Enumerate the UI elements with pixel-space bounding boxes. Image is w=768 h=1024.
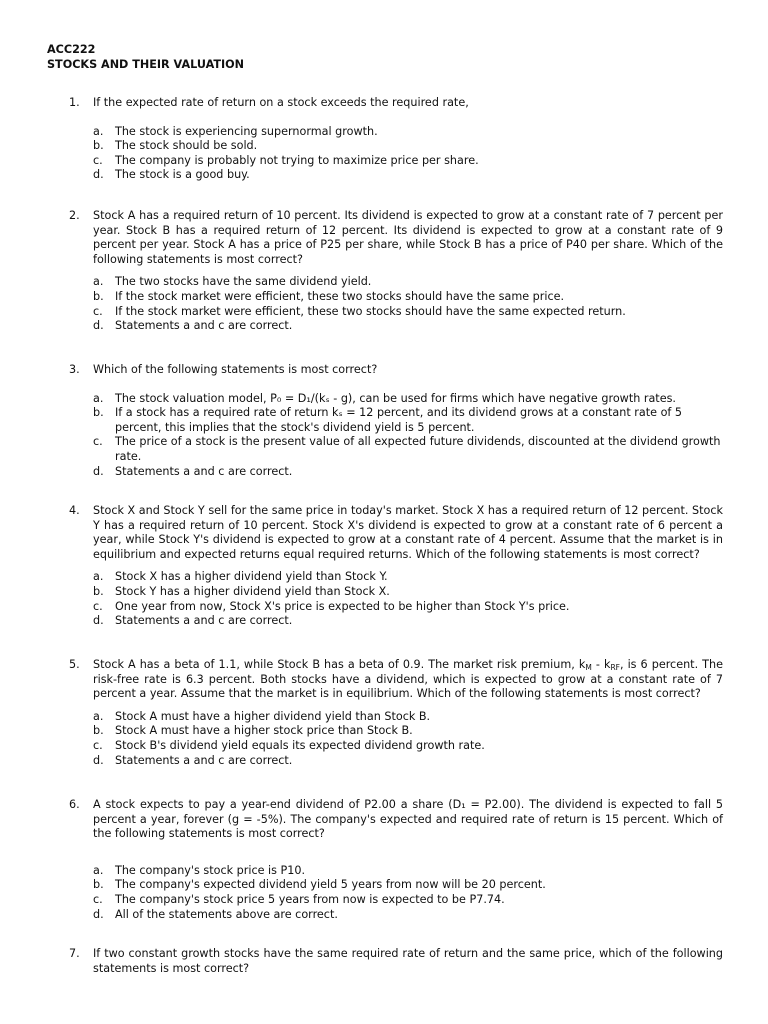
question-text: Stock X and Stock Y sell for the same price in today's market. Stock X has a required return of 12 percent. Stock Y has a required return of 10 percent. Stock X's dividend is expected to grow at a constant rate of 6 percent a year, while Stock Y's dividend is expected to grow at a constant rate of 4 percent. Assume that the market is in equilibrium and expected returns equal required returns. Which of the following statements is most correct? (93, 504, 723, 561)
option-d (93, 319, 723, 334)
option-c (93, 435, 723, 464)
option-letter: a. (93, 124, 104, 138)
question-number: 3. (69, 363, 80, 376)
option-text: Statements a and c are correct. (115, 753, 293, 767)
option-letter: a. (93, 570, 104, 584)
question-number: 1. (69, 96, 80, 109)
option-letter: d. (93, 614, 104, 628)
option-text: The stock should be sold. (115, 139, 258, 153)
option-a (93, 125, 723, 140)
option-text: The company is probably not trying to maximize price per share. (115, 153, 479, 167)
option-letter: c. (93, 153, 103, 167)
option-c (93, 600, 723, 615)
option-text: The company's expected dividend yield 5 years from now will be 20 percent. (115, 878, 546, 892)
option-letter: b. (93, 584, 104, 598)
option-letter: a. (93, 391, 104, 405)
option-a (93, 864, 723, 879)
option-list (93, 275, 723, 333)
option-a (93, 570, 723, 585)
option-c (93, 739, 723, 754)
option-list (93, 125, 723, 183)
document-header (47, 42, 244, 72)
option-text: The price of a stock is the present value of all expected future dividends, discounted at the dividend growth rate. (115, 435, 721, 463)
option-text: If a stock has a required rate of return kₛ = 12 percent, and its dividend grows at a constant rate of 5 percent, this implies that the stock's dividend yield is 5 percent. (115, 406, 683, 434)
option-letter: b. (93, 406, 104, 420)
option-d (93, 614, 723, 629)
option-c (93, 154, 723, 169)
option-letter: a. (93, 863, 104, 877)
question-number: 4. (69, 504, 80, 517)
option-letter: d. (93, 319, 104, 333)
question-text: If two constant growth stocks have the same required rate of return and the same price, which of the following statements is most correct? (93, 947, 723, 975)
option-letter: a. (93, 275, 104, 289)
option-letter: d. (93, 168, 104, 182)
option-b (93, 878, 723, 893)
option-c (93, 305, 723, 320)
question-6 (69, 798, 723, 922)
option-letter: d. (93, 753, 104, 767)
option-d (93, 168, 723, 183)
option-letter: d. (93, 464, 104, 478)
option-letter: c. (93, 304, 103, 318)
option-text: The two stocks have the same dividend yield. (115, 275, 372, 289)
question-number: 5. (69, 658, 80, 671)
option-letter: c. (93, 892, 103, 906)
option-letter: c. (93, 738, 103, 752)
option-text: The company's stock price is P10. (115, 863, 306, 877)
option-text: If the stock market were efficient, these two stocks should have the same price. (115, 289, 565, 303)
question-1 (69, 96, 723, 183)
option-letter: c. (93, 599, 103, 613)
question-5 (69, 658, 723, 768)
option-text: The stock is a good buy. (115, 168, 250, 182)
question-text: Which of the following statements is most correct? (93, 363, 378, 376)
option-a (93, 392, 723, 407)
option-list (93, 710, 723, 768)
question-number: 7. (69, 947, 80, 960)
option-list (93, 864, 723, 922)
question-3 (69, 363, 723, 479)
option-list (93, 570, 723, 628)
question-7 (69, 947, 723, 976)
option-letter: b. (93, 878, 104, 892)
option-text: Stock A must have a higher dividend yield than Stock B. (115, 709, 431, 723)
option-letter: b. (93, 139, 104, 153)
option-text: All of the statements above are correct. (115, 907, 338, 921)
option-letter: d. (93, 907, 104, 921)
question-text: If the expected rate of return on a stock exceeds the required rate, (93, 96, 469, 109)
option-text: Statements a and c are correct. (115, 319, 293, 333)
option-a (93, 275, 723, 290)
option-list (93, 392, 723, 480)
option-a (93, 710, 723, 725)
option-letter: b. (93, 724, 104, 738)
option-letter: b. (93, 289, 104, 303)
option-d (93, 908, 723, 923)
option-text: The stock is experiencing supernormal growth. (115, 124, 378, 138)
document-title: STOCKS AND THEIR VALUATION (47, 58, 245, 71)
question-number: 2. (69, 209, 80, 222)
option-b (93, 139, 723, 154)
option-text: The company's stock price 5 years from now is expected to be P7.74. (115, 892, 505, 906)
option-b (93, 724, 723, 739)
option-d (93, 754, 723, 769)
option-b (93, 406, 723, 435)
option-text: Stock X has a higher dividend yield than Stock Y. (115, 570, 388, 584)
option-text: If the stock market were efficient, these two stocks should have the same expected return. (115, 304, 626, 318)
option-b (93, 290, 723, 305)
option-text: One year from now, Stock X's price is expected to be higher than Stock Y's price. (115, 599, 570, 613)
option-text: Stock A must have a higher stock price than Stock B. (115, 724, 413, 738)
question-number: 6. (69, 798, 80, 811)
option-text: Statements a and c are correct. (115, 614, 293, 628)
option-text: The stock valuation model, P₀ = D₁/(kₛ - g), can be used for firms which have negative growth rates. (115, 391, 676, 405)
option-d (93, 465, 723, 480)
question-text: Stock A has a beta of 1.1, while Stock B has a beta of 0.9. The market risk premium, $k_M - k_{RF}$, is 6 percent. The risk-free rate is 6.3 percent. Both stocks have a dividend, which is expected to grow at a constant rate of 7 percent a year. Assume that the market is in equilibrium. Which of the following statements is most correct? (93, 658, 723, 701)
question-text: Stock A has a required return of 10 percent. Its dividend is expected to grow at a constant rate of 7 percent per year. Stock B has a required return of 12 percent. Its dividend is expected to grow at a constant rate of 9 percent per year. Stock A has a price of P25 per share, while Stock B has a price of P40 per share. Which of the following statements is most correct? (93, 209, 723, 266)
option-b (93, 585, 723, 600)
question-text: A stock expects to pay a year-end dividend of P2.00 a share (D₁ = P2.00). The dividend is expected to fall 5 percent a year, forever (g = -5%). The company's expected and required rate of return is 15 percent. Which of the following statements is most correct? (93, 798, 723, 841)
option-text: Statements a and c are correct. (115, 464, 293, 478)
option-text: Stock B's dividend yield equals its expected dividend growth rate. (115, 738, 485, 752)
option-c (93, 893, 723, 908)
option-letter: c. (93, 435, 103, 449)
option-letter: a. (93, 709, 104, 723)
question-4 (69, 504, 723, 629)
question-2 (69, 209, 723, 334)
course-code: ACC222 (47, 43, 96, 56)
option-text: Stock Y has a higher dividend yield than Stock X. (115, 584, 390, 598)
